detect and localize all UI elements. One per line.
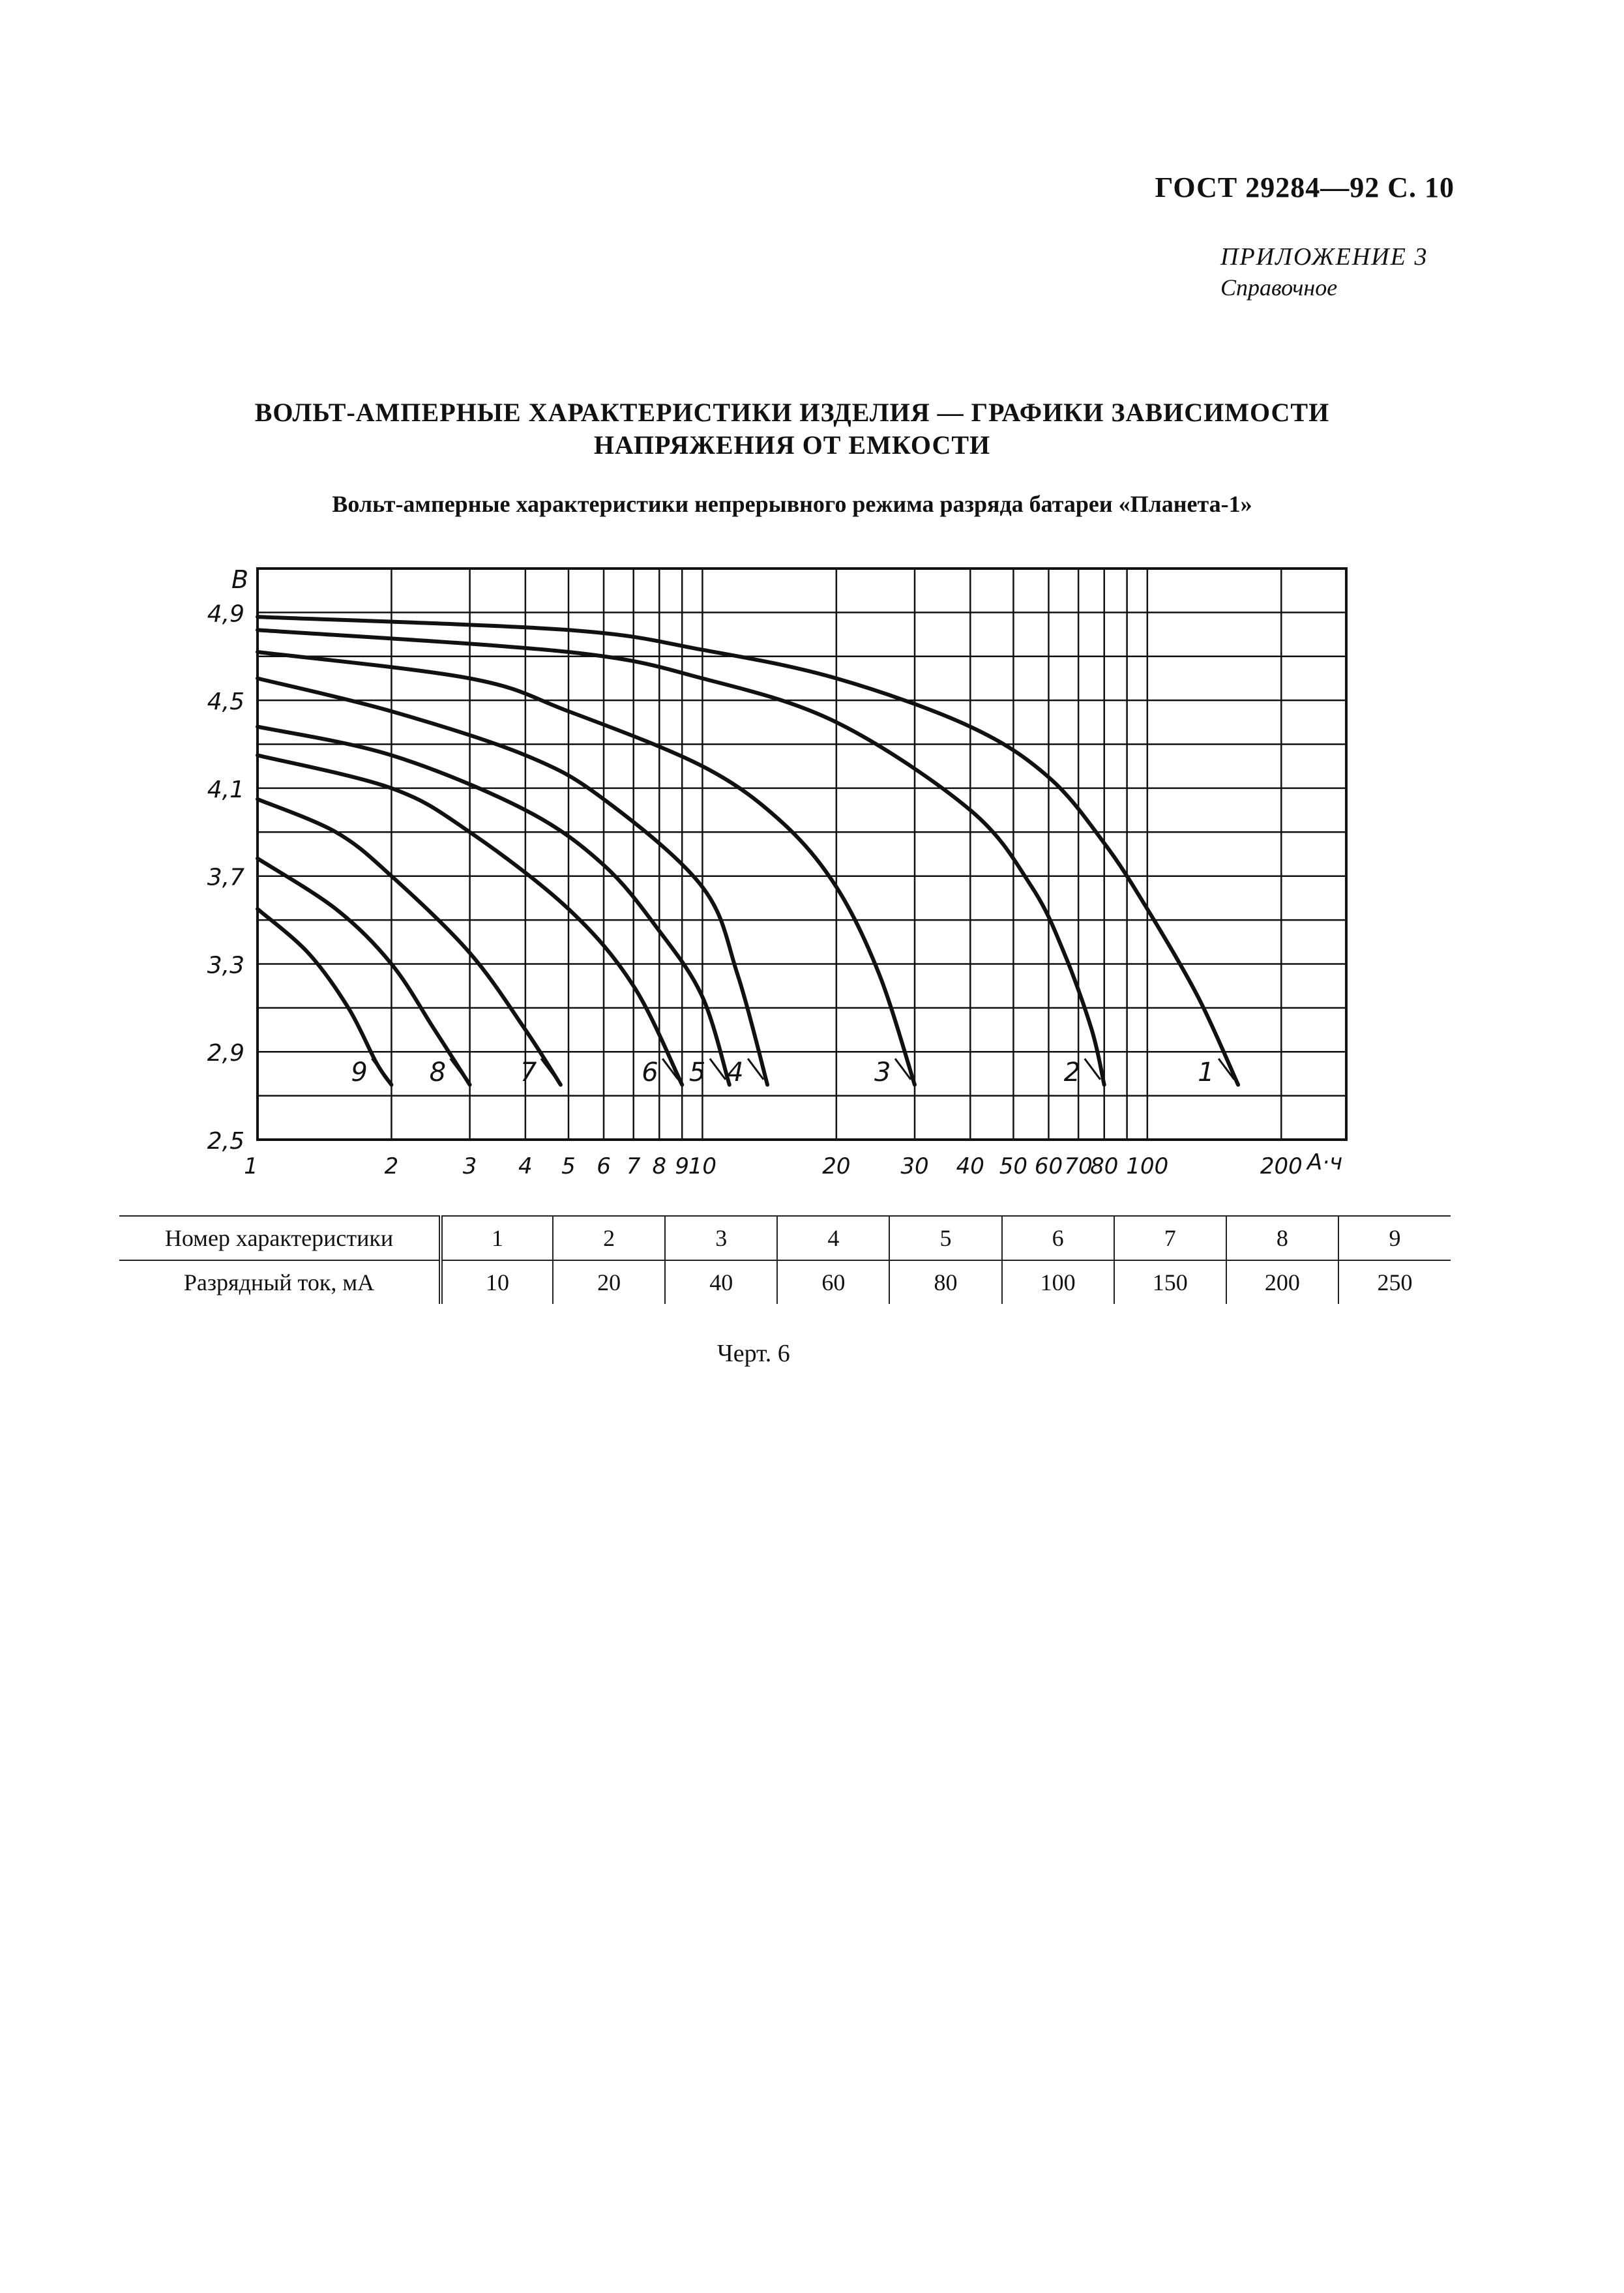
table-cell: 1 bbox=[441, 1216, 553, 1260]
x-tick-label: 100 bbox=[1126, 1153, 1169, 1179]
table-cell: 8 bbox=[1226, 1216, 1338, 1260]
table-cell: 10 bbox=[441, 1260, 553, 1304]
appendix-subtitle: Справочное bbox=[1220, 274, 1338, 301]
x-tick-label: 70 bbox=[1064, 1153, 1093, 1179]
curve-leader bbox=[372, 1059, 387, 1080]
x-tick-label: 40 bbox=[956, 1153, 984, 1179]
curve-label-4: 4 bbox=[727, 1057, 744, 1087]
table-row bbox=[119, 1260, 1451, 1304]
curve-label-9: 9 bbox=[351, 1057, 368, 1087]
curve-leader bbox=[450, 1059, 466, 1080]
y-tick-label: 2,9 bbox=[207, 1040, 244, 1067]
x-tick-label: 3 bbox=[462, 1153, 477, 1179]
curve-label-2: 2 bbox=[1063, 1057, 1081, 1087]
curve-label-8: 8 bbox=[429, 1057, 447, 1087]
curve-leader bbox=[541, 1059, 557, 1080]
y-tick-label: 4,5 bbox=[207, 688, 244, 716]
main-title-line2: НАПРЯЖЕНИЯ ОТ ЕМКОСТИ bbox=[593, 430, 991, 460]
row-label: Разрядный ток, мА bbox=[119, 1260, 441, 1304]
x-tick-label: 2 bbox=[384, 1153, 399, 1179]
table-cell: 150 bbox=[1114, 1260, 1226, 1304]
curve-label-7: 7 bbox=[520, 1057, 537, 1087]
x-tick-label: 7 bbox=[626, 1153, 641, 1179]
main-title bbox=[163, 396, 1421, 462]
chart-title: Вольт-амперные характеристики непрерывного режима разряда батареи «Планета-1» bbox=[332, 491, 1252, 517]
x-tick-label: 200 bbox=[1260, 1153, 1303, 1179]
table-cell: 6 bbox=[1002, 1216, 1114, 1260]
y-tick-label: 2,5 bbox=[207, 1128, 244, 1155]
figure-caption: Черт. 6 bbox=[717, 1340, 790, 1367]
x-tick-label: 8 bbox=[652, 1153, 667, 1179]
discharge-chart bbox=[196, 554, 1408, 1180]
characteristics-table bbox=[119, 1215, 1451, 1304]
x-tick-label: 6 bbox=[597, 1153, 611, 1179]
curve-label-1: 1 bbox=[1198, 1057, 1215, 1087]
x-tick-label: 4 bbox=[518, 1153, 533, 1179]
x-tick-label: 60 bbox=[1034, 1153, 1063, 1179]
table-cell: 100 bbox=[1002, 1260, 1114, 1304]
table-cell: 4 bbox=[777, 1216, 889, 1260]
chart-labels bbox=[207, 565, 1342, 1179]
y-tick-label: 4,1 bbox=[207, 776, 244, 803]
table-cell: 200 bbox=[1226, 1260, 1338, 1304]
x-tick-label: 30 bbox=[900, 1153, 929, 1179]
x-tick-label: 20 bbox=[822, 1153, 851, 1179]
row-label: Номер характеристики bbox=[119, 1216, 441, 1260]
x-tick-label: 80 bbox=[1090, 1153, 1119, 1179]
chart-grid bbox=[258, 569, 1346, 1140]
table-cell: 9 bbox=[1338, 1216, 1451, 1260]
curve-9 bbox=[258, 909, 391, 1085]
table-cell: 5 bbox=[889, 1216, 1001, 1260]
x-tick-label: 10 bbox=[688, 1153, 717, 1179]
table-cell: 7 bbox=[1114, 1216, 1226, 1260]
x-tick-label: 50 bbox=[999, 1153, 1028, 1179]
curve-label-6: 6 bbox=[642, 1057, 658, 1087]
x-tick-label: 9 bbox=[675, 1153, 690, 1179]
main-title-line1: ВОЛЬТ-АМПЕРНЫЕ ХАРАКТЕРИСТИКИ ИЗДЕЛИЯ — ГРАФИКИ ЗАВИСИМОСТИ bbox=[254, 398, 1330, 427]
table-cell: 250 bbox=[1338, 1260, 1451, 1304]
y-tick-label: 3,7 bbox=[207, 864, 244, 891]
chart-curves bbox=[258, 617, 1238, 1085]
y-axis-label: В bbox=[231, 565, 249, 594]
table-cell: 40 bbox=[665, 1260, 777, 1304]
curve-7 bbox=[258, 799, 561, 1085]
table-cell: 20 bbox=[553, 1260, 665, 1304]
document-reference: ГОСТ 29284—92 С. 10 bbox=[1155, 171, 1454, 203]
plot-frame bbox=[258, 569, 1346, 1140]
appendix-title: ПРИЛОЖЕНИЕ 3 bbox=[1220, 243, 1428, 271]
x-tick-label: 1 bbox=[244, 1153, 258, 1179]
table-cell: 2 bbox=[553, 1216, 665, 1260]
curve-label-5: 5 bbox=[688, 1057, 706, 1087]
table-cell: 80 bbox=[889, 1260, 1001, 1304]
curve-2 bbox=[258, 630, 1104, 1085]
curve-8 bbox=[258, 859, 470, 1085]
y-tick-label: 3,3 bbox=[207, 952, 244, 979]
table-row bbox=[119, 1216, 1451, 1260]
y-tick-label: 4,9 bbox=[207, 600, 244, 628]
curve-label-3: 3 bbox=[874, 1057, 891, 1087]
x-axis-label: А·ч bbox=[1307, 1149, 1343, 1176]
x-tick-label: 5 bbox=[561, 1153, 576, 1179]
table-cell: 3 bbox=[665, 1216, 777, 1260]
table-cell: 60 bbox=[777, 1260, 889, 1304]
